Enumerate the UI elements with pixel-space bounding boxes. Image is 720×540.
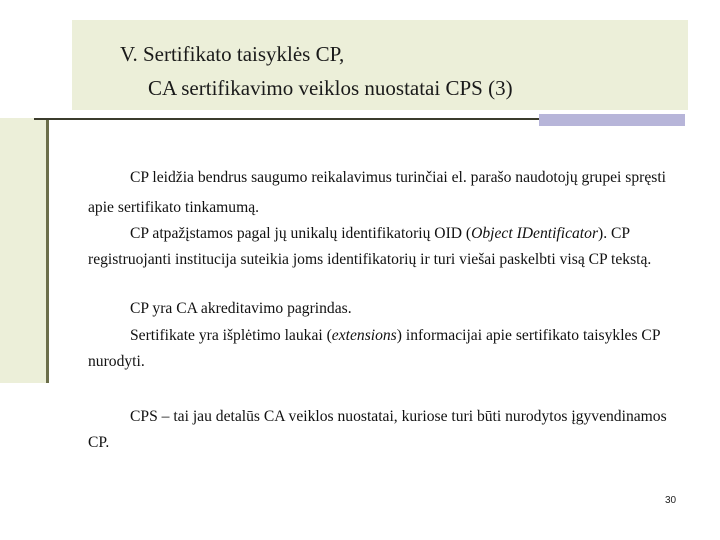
paragraph-italic: extensions	[331, 327, 397, 344]
title-divider-line	[34, 118, 539, 120]
title-line-1: V. Sertifikato taisyklės CP,	[120, 42, 345, 66]
paragraph-text: CP atpažįstamos pagal jų unikalų identifikatorių OID (	[130, 225, 472, 242]
paragraph-text: CPS – tai jau detalūs CA veiklos nuostatai, kuriose turi būti nurodytos įgyvendinamos CP.	[88, 408, 667, 451]
left-decoration-bar	[46, 118, 49, 383]
paragraph-text: ) informacijai apie sertifikato taisykles CP nurodyti.	[88, 327, 660, 370]
paragraph-text: CP yra CA akreditavimo pagrindas.	[130, 300, 352, 317]
paragraph-text: ). CP registruojanti institucija suteikia joms identifikatorių ir turi viešai paskelbti visą CP tekstą.	[88, 225, 652, 268]
paragraph-cps	[88, 404, 688, 456]
paragraph-text: Sertifikate yra išplėtimo laukai (	[130, 327, 332, 344]
paragraph-extensions	[88, 323, 688, 375]
paragraph-cp-accreditation	[88, 296, 688, 322]
paragraph-italic: Object IDentificator	[471, 225, 599, 242]
paragraph-cp-oid	[88, 221, 688, 273]
paragraph-text: CP leidžia bendrus saugumo reikalavimus turinčiai el. parašo naudotojų grupei spręsti apie sertifikato tinkamumą.	[88, 169, 666, 216]
page-number: 30	[665, 495, 677, 506]
title-line-2: CA sertifikavimo veiklos nuostatai CPS (3)	[148, 76, 513, 100]
paragraph-cp-security	[88, 163, 688, 223]
title-divider-accent	[539, 114, 685, 126]
left-decoration-panel	[0, 118, 46, 383]
title-box	[72, 20, 688, 110]
